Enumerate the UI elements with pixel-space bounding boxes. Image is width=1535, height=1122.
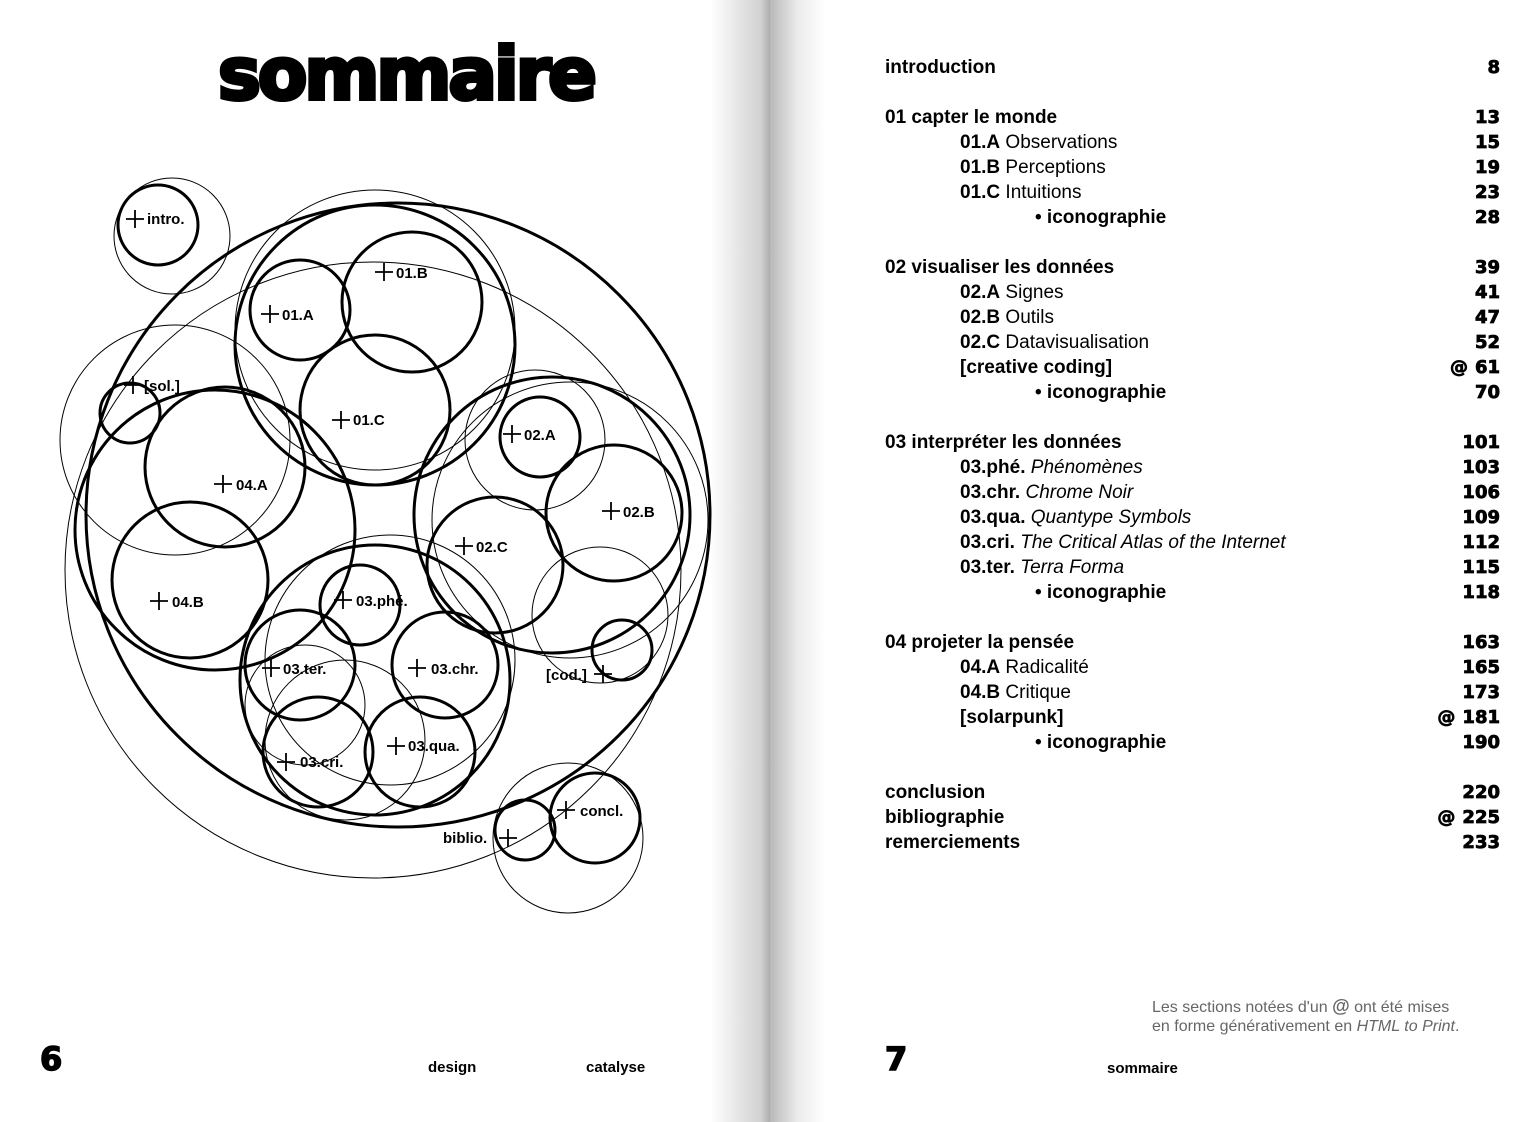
toc-entry-page <box>1462 730 1500 755</box>
generative-note <box>1152 997 1459 1036</box>
label-cod: [cod.] <box>546 667 587 684</box>
toc-entry <box>885 630 1500 655</box>
toc-entry-code: 03.cri. <box>960 532 1015 553</box>
toc-entry-code: 03.chr. <box>960 482 1021 503</box>
toc-entry-text <box>960 555 1124 580</box>
page-number: 61 <box>1474 357 1500 378</box>
toc-entry-page <box>1475 105 1500 130</box>
label-03cri: 03.cri. <box>300 754 344 771</box>
toc-entry <box>885 130 1500 155</box>
toc-entry <box>885 280 1500 305</box>
toc-entry-text <box>885 55 996 80</box>
label-02C: 02.C <box>476 539 508 556</box>
toc-entry-text <box>960 130 1117 155</box>
at-icon: @ <box>1449 357 1468 378</box>
toc-entry-page <box>1462 680 1500 705</box>
toc-entry <box>885 680 1500 705</box>
toc-entry-title: Quantype Symbols <box>1030 507 1192 528</box>
toc-entry-text <box>960 655 1089 680</box>
toc-entry-title: introduction <box>885 57 996 78</box>
toc-entry-code: 04.B <box>960 682 1001 703</box>
toc-entry <box>885 155 1500 180</box>
at-icon: @ <box>1437 807 1456 828</box>
toc-entry <box>885 530 1500 555</box>
toc-entry <box>885 455 1500 480</box>
toc-entry-page <box>1462 830 1500 855</box>
page-number: 23 <box>1474 182 1500 203</box>
page-number: 39 <box>1474 257 1500 278</box>
toc-entry-title: remerciements <box>885 832 1021 853</box>
toc-entry-title: • iconographie <box>1035 207 1167 228</box>
toc-entry <box>885 105 1500 130</box>
toc-entry-title: • iconographie <box>1035 382 1167 403</box>
toc-entry <box>885 305 1500 330</box>
toc-entry-page <box>1462 655 1500 680</box>
toc-entry-title: Chrome Noir <box>1025 482 1134 503</box>
toc-entry-title: Signes <box>1005 282 1064 303</box>
toc-entry-title: Phénomènes <box>1030 457 1143 478</box>
toc-entry-page <box>1462 580 1500 605</box>
toc-entry <box>885 480 1500 505</box>
page-number: 47 <box>1474 307 1500 328</box>
folio-right: 7 <box>885 1040 908 1078</box>
toc-entry-title: conclusion <box>885 782 986 803</box>
toc-entry-text <box>885 255 1114 280</box>
toc-entry-code: 02.B <box>960 307 1001 328</box>
toc-entry-title: Observations <box>1005 132 1118 153</box>
page-number: 220 <box>1462 782 1500 803</box>
toc-entry-text <box>1035 205 1166 230</box>
label-sol: [sol.] <box>144 378 180 395</box>
toc-entry-text <box>885 105 1057 130</box>
toc-entry-page <box>1450 355 1500 380</box>
footer-sommaire: sommaire <box>1107 1060 1178 1077</box>
page-number: 28 <box>1474 207 1500 228</box>
toc-entry-code: 03.ter. <box>960 557 1015 578</box>
toc-entry-title: Intuitions <box>1005 182 1082 203</box>
toc-entry-page <box>1462 505 1500 530</box>
toc-entry-page <box>1462 780 1500 805</box>
note-text: Les sections notées d'un <box>1152 999 1333 1016</box>
page-number: 106 <box>1462 482 1500 503</box>
gutter-shadow-right <box>770 0 825 1122</box>
toc-entry-code: 03.qua. <box>960 507 1026 528</box>
toc-entry <box>885 255 1500 280</box>
toc-entry <box>885 505 1500 530</box>
toc-entry <box>885 705 1500 730</box>
page-number: 112 <box>1462 532 1500 553</box>
toc-entry-text <box>960 455 1143 480</box>
page-title: sommaire <box>218 32 594 116</box>
page-number: 15 <box>1474 132 1500 153</box>
label-04A: 04.A <box>236 477 268 494</box>
right-page <box>770 0 1535 1122</box>
page-number: 41 <box>1474 282 1500 303</box>
toc-entry-text <box>960 330 1149 355</box>
toc-entry-page <box>1475 380 1500 405</box>
toc-entry-text <box>885 830 1020 855</box>
toc-entry-page <box>1462 530 1500 555</box>
toc-entry-text <box>960 705 1063 730</box>
toc-entry-code: 01.A <box>960 132 1001 153</box>
toc-entry <box>885 380 1500 405</box>
toc-entry-title: Radicalité <box>1005 657 1089 678</box>
page-number: 190 <box>1462 732 1500 753</box>
toc-entry-page <box>1462 430 1500 455</box>
toc-entry-code: 02.C <box>960 332 1001 353</box>
toc-entry-page <box>1462 480 1500 505</box>
toc-entry-text <box>960 530 1286 555</box>
toc-entry-text <box>960 355 1112 380</box>
toc-entry-page <box>1475 330 1500 355</box>
page-number: 115 <box>1462 557 1500 578</box>
toc-entry-text <box>885 805 1004 830</box>
chapter-circle-diagram <box>0 0 770 1000</box>
toc-entry <box>885 55 1500 80</box>
toc-entry-text <box>960 280 1064 305</box>
label-04B: 04.B <box>172 594 204 611</box>
label-biblio: biblio. <box>443 830 488 847</box>
toc-entry <box>885 330 1500 355</box>
toc-entry <box>885 830 1500 855</box>
toc-entry-title: Terra Forma <box>1020 557 1125 578</box>
toc-entry-title: 03 interpréter les données <box>885 432 1122 453</box>
page-number: 19 <box>1474 157 1500 178</box>
toc-entry-text <box>960 505 1191 530</box>
toc-entry-page <box>1462 555 1500 580</box>
toc-entry-page <box>1475 305 1500 330</box>
toc-entry-title: • iconographie <box>1035 732 1167 753</box>
page-number: 8 <box>1487 57 1500 78</box>
toc-entry-page <box>1437 805 1500 830</box>
toc-entry-text <box>960 180 1081 205</box>
folio-left: 6 <box>40 1040 63 1078</box>
page-number: 101 <box>1462 432 1500 453</box>
toc-entry <box>885 555 1500 580</box>
toc-entry-text <box>1035 380 1166 405</box>
note-italic: HTML to Print <box>1356 1018 1455 1035</box>
note-text: en forme générativement en <box>1152 1018 1357 1035</box>
toc-entry-page <box>1475 180 1500 205</box>
toc-entry-title: Datavisualisation <box>1005 332 1150 353</box>
toc-entry-title: 04 projeter la pensée <box>885 632 1075 653</box>
label-03qua: 03.qua. <box>408 738 460 755</box>
toc-entry-code: 02.A <box>960 282 1001 303</box>
toc-entry-code: 01.B <box>960 157 1001 178</box>
page-number: 225 <box>1462 807 1500 828</box>
toc-entry-text <box>885 430 1122 455</box>
toc-entry-title: 01 capter le monde <box>885 107 1058 128</box>
page-number: 118 <box>1462 582 1500 603</box>
toc-entry-title: • iconographie <box>1035 582 1167 603</box>
toc-entry-title: Critique <box>1005 682 1071 703</box>
page-number: 233 <box>1462 832 1500 853</box>
page-number: 163 <box>1462 632 1500 653</box>
toc-entry-title: [solarpunk] <box>960 707 1064 728</box>
footer-catalyse: catalyse <box>586 1059 646 1076</box>
table-of-contents <box>885 55 1500 855</box>
toc-entry <box>885 580 1500 605</box>
label-01B: 01.B <box>396 265 428 282</box>
toc-entry-code: 01.C <box>960 182 1001 203</box>
label-concl: concl. <box>580 803 624 820</box>
label-intro: intro. <box>147 211 185 228</box>
page-number: 103 <box>1462 457 1500 478</box>
toc-entry <box>885 430 1500 455</box>
label-03chr: 03.chr. <box>431 661 479 678</box>
page-number: 181 <box>1462 707 1500 728</box>
toc-entry-page <box>1475 130 1500 155</box>
page-number: 109 <box>1462 507 1500 528</box>
toc-entry <box>885 205 1500 230</box>
toc-entry-title: Outils <box>1005 307 1054 328</box>
toc-entry-text <box>960 480 1133 505</box>
toc-entry <box>885 780 1500 805</box>
toc-entry-page <box>1437 705 1500 730</box>
toc-entry-title: The Critical Atlas of the Internet <box>1020 532 1286 553</box>
toc-entry <box>885 730 1500 755</box>
toc-entry-title: Perceptions <box>1005 157 1106 178</box>
toc-entry-page <box>1462 455 1500 480</box>
toc-entry-text <box>960 305 1054 330</box>
toc-entry-page <box>1475 255 1500 280</box>
toc-entry-text <box>960 680 1071 705</box>
toc-entry-page <box>1475 280 1500 305</box>
toc-entry-page <box>1487 55 1500 80</box>
note-text: ont été mises <box>1349 999 1450 1016</box>
page-number: 70 <box>1474 382 1500 403</box>
toc-entry-text <box>1035 730 1166 755</box>
page-number: 52 <box>1474 332 1500 353</box>
page-number: 13 <box>1474 107 1500 128</box>
toc-entry <box>885 655 1500 680</box>
toc-entry-code: 04.A <box>960 657 1001 678</box>
label-02B: 02.B <box>623 504 655 521</box>
toc-entry-title: bibliographie <box>885 807 1005 828</box>
toc-entry-text <box>1035 580 1166 605</box>
toc-entry-text <box>885 630 1074 655</box>
toc-entry-title: 02 visualiser les données <box>885 257 1115 278</box>
toc-entry <box>885 355 1500 380</box>
label-01C: 01.C <box>353 412 385 429</box>
toc-entry-text <box>960 155 1106 180</box>
toc-entry-page <box>1475 205 1500 230</box>
toc-entry-page <box>1475 155 1500 180</box>
toc-entry-text <box>885 780 985 805</box>
page-number: 173 <box>1462 682 1500 703</box>
toc-entry-title: [creative coding] <box>960 357 1113 378</box>
toc-entry-code: 03.phé. <box>960 457 1026 478</box>
at-icon: @ <box>1332 996 1350 1016</box>
label-03ter: 03.ter. <box>283 661 327 678</box>
page-number: 165 <box>1462 657 1500 678</box>
toc-entry-page <box>1462 630 1500 655</box>
label-02A: 02.A <box>524 427 556 444</box>
label-03phe: 03.phé. <box>356 593 408 610</box>
at-icon: @ <box>1437 707 1456 728</box>
footer-design: design <box>428 1059 477 1076</box>
toc-entry <box>885 805 1500 830</box>
toc-entry <box>885 180 1500 205</box>
label-01A: 01.A <box>282 307 314 324</box>
note-text: . <box>1454 1018 1460 1035</box>
